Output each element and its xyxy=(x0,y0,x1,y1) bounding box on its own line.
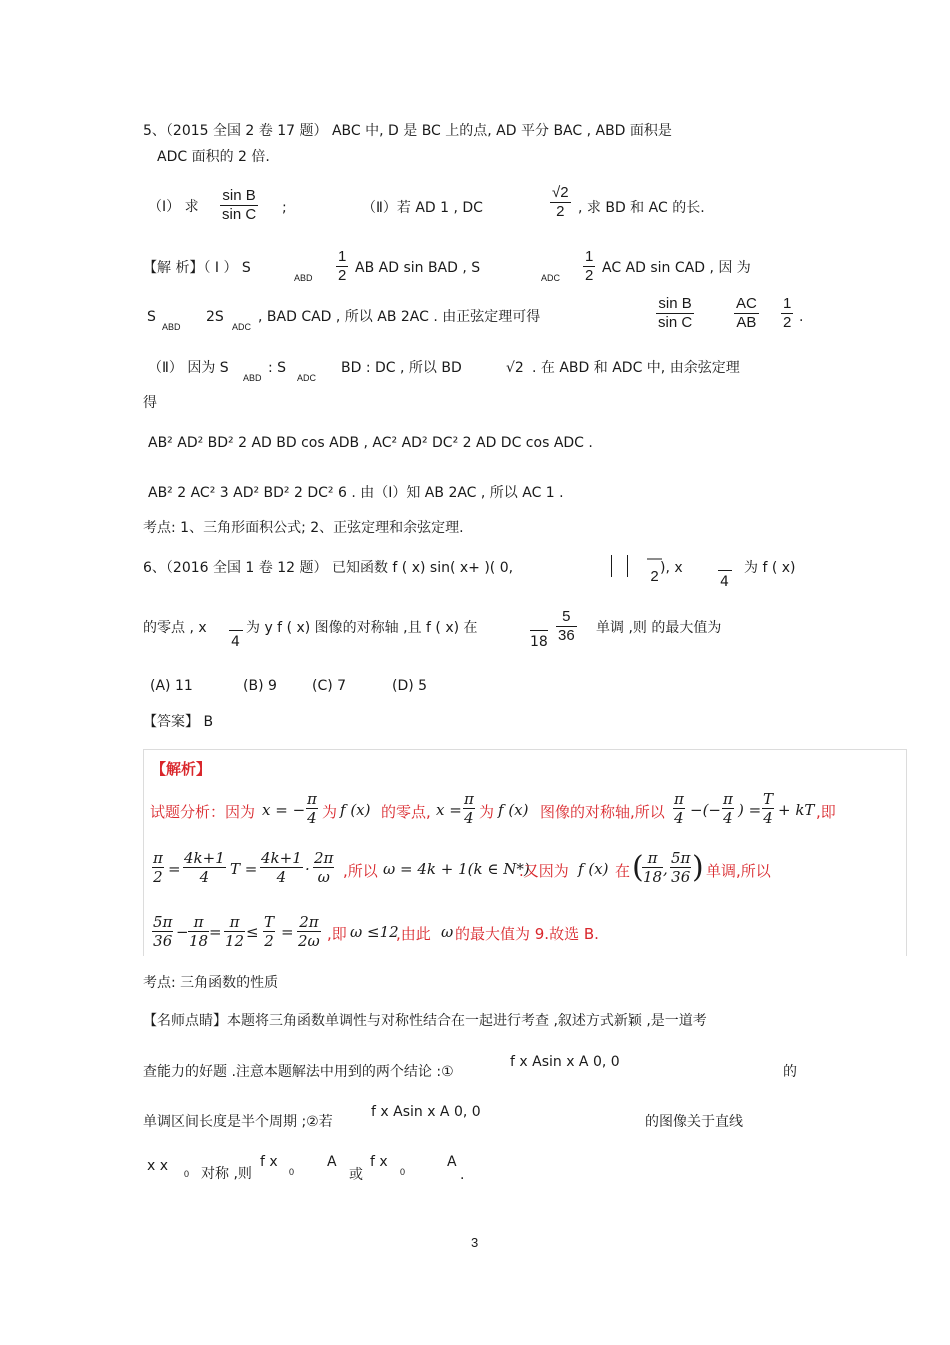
analysis-l1a: 试题分析：因为 xyxy=(150,803,256,821)
p5-j2c: , BAD CAD , 所以 AB 2AC . 由正弦定理可得 xyxy=(258,309,541,325)
p6-mingshi-4g: A xyxy=(447,1154,457,1170)
analysis-math11: ω ≤12 xyxy=(350,923,399,941)
p5-j1-sub1: ABD xyxy=(294,273,313,283)
p6-line1b: ), x xyxy=(660,560,683,576)
analysis-eq3: = xyxy=(281,923,294,941)
p6-interval-den2: 36 xyxy=(558,627,575,644)
analysis-frac-pi2: $\frac{\pi}{2}$ xyxy=(153,849,163,886)
p5-j3-sub1: ABD xyxy=(243,373,262,383)
page-number: 3 xyxy=(471,1235,479,1250)
p6-abs-right xyxy=(627,555,628,577)
analysis-frac-pi18-b: $\frac{\pi}{18}$ xyxy=(189,913,209,950)
p5-q2-label: （Ⅱ）若 AD 1 , DC xyxy=(362,200,483,216)
p6-line2b: 为 y f ( x) 图像的对称轴 ,且 f ( x) 在 xyxy=(246,620,478,636)
p5-j4: 得 xyxy=(143,395,157,411)
p6-line1c: 为 f ( x) xyxy=(744,560,796,576)
p5-j2-frac3-den: 2 xyxy=(783,314,792,331)
p6-frac-bar1 xyxy=(718,570,732,571)
p6-frac-bar3 xyxy=(530,630,548,631)
p5-j2a: S xyxy=(147,309,156,325)
analysis-omega: ω xyxy=(441,923,454,941)
p6-line2-den: 4 xyxy=(231,634,240,650)
p6-mingshi-4d: A xyxy=(327,1154,337,1170)
p5-q2-den: 2 xyxy=(556,203,565,220)
p6-mingshi-4f: f x xyxy=(370,1154,388,1170)
analysis-comma: , xyxy=(663,860,668,878)
p6-abs-left xyxy=(611,555,612,577)
analysis-l2b: .又因为 xyxy=(519,862,569,880)
analysis-l1e: 图像的对称轴,所以 xyxy=(540,803,665,821)
p5-j2-frac3-num: 1 xyxy=(783,295,792,312)
analysis-frac-2pi-w: $\frac{2\pi}{\omega}$ xyxy=(314,849,334,886)
analysis-title: 【解析】 xyxy=(151,760,212,778)
analysis-l2c: 在 xyxy=(615,862,631,880)
p5-j2-frac1 xyxy=(656,295,694,332)
p6-mingshi-4a: x x xyxy=(147,1158,169,1174)
p6-option-b: (B) 9 xyxy=(243,678,277,694)
p6-mingshi-1: 【名师点睛】本题将三角函数单调性与对称性结合在一起进行考查 ,叙述方式新颖 ,是一道考 xyxy=(143,1013,707,1029)
analysis-frac-2pi-2w: $\frac{2\pi}{2\omega}$ xyxy=(298,913,320,950)
p6-option-c: (C) 7 xyxy=(312,678,347,694)
p6-line1-den: 4 xyxy=(720,574,729,590)
p6-mingshi-2a: 查能力的好题 .注意本题解法中用到的两个结论 :① xyxy=(143,1064,454,1080)
p5-j2-frac3 xyxy=(781,295,793,332)
p5-j3b: : S xyxy=(268,360,287,376)
analysis-frac-t4: $\frac{T}{4}$ xyxy=(763,790,774,827)
p6-mingshi-4c: f x xyxy=(260,1154,278,1170)
p5-q1-fraction xyxy=(220,187,258,224)
p5-j3a: （Ⅱ） 因为 S xyxy=(148,360,229,376)
p5-j2-frac1-den: sin C xyxy=(658,314,693,331)
p6-interval-frac2 xyxy=(556,608,577,645)
analysis-math8: T = xyxy=(230,860,258,878)
p5-j2-sub1: ABD xyxy=(162,322,181,332)
analysis-l3b: ,由此 xyxy=(396,925,431,943)
p6-mingshi-2c: 的 xyxy=(783,1064,797,1080)
p6-line2a: 的零点 , x xyxy=(143,620,207,636)
p5-j2d: . xyxy=(799,309,804,325)
analysis-frac-pi12: $\frac{\pi}{12}$ xyxy=(225,913,245,950)
p6-line1a: 6、（2016 全国 1 卷 12 题） 已知函数 f ( x) sin( x+ )( 0, xyxy=(143,560,514,576)
analysis-math7: + kT xyxy=(778,801,815,819)
p5-q2-num: √2 xyxy=(552,184,569,201)
p5-equation2: AB² 2 AC² 3 AD² BD² 2 DC² 6 . 由（Ⅰ）知 AB 2AC , 所以 AC 1 . xyxy=(148,485,564,501)
analysis-frac-pi4-c: $\frac{\pi}{4}$ xyxy=(674,790,684,827)
p5-q1-semicolon: ; xyxy=(282,200,287,216)
analysis-math6: ) = xyxy=(738,801,762,819)
p6-line2c: 单调 ,则 的最大值为 xyxy=(596,620,722,636)
p5-j1a: 【解 析】（ Ⅰ ） S xyxy=(143,260,251,276)
analysis-l1b: 为 xyxy=(322,803,338,821)
p5-q1-num: sin B xyxy=(220,187,258,206)
p5-j1-sub2: ADC xyxy=(541,273,561,283)
p5-j1b: AB AD sin BAD , S xyxy=(355,260,481,276)
analysis-math10: f (x) xyxy=(578,860,609,878)
p6-pi-half-num: — xyxy=(647,550,662,567)
p5-line2: ADC 面积的 2 倍. xyxy=(157,149,270,165)
p6-mingshi-2b: f x Asin x A 0, 0 xyxy=(510,1054,620,1070)
p5-q2-tail: , 求 BD 和 AC 的长. xyxy=(578,200,705,216)
p6-mingshi-4e: 或 xyxy=(349,1167,363,1183)
p5-j1-frac2-den: 2 xyxy=(585,267,594,284)
p5-j3d: . 在 ABD 和 ADC 中, 由余弦定理 xyxy=(532,360,740,376)
p6-mingshi-4f-sub: 0 xyxy=(400,1167,406,1177)
analysis-frac-5pi36: $\frac{5\pi}{36}$ xyxy=(671,849,691,886)
p5-j1c: AC AD sin CAD , 因 为 xyxy=(602,260,751,276)
analysis-math4: f (x) xyxy=(498,801,529,819)
p5-j1-frac1-num: 1 xyxy=(338,248,347,265)
p6-mingshi-3c: 的图像关于直线 xyxy=(645,1114,743,1130)
analysis-eq2: = xyxy=(209,923,222,941)
analysis-frac-4k1-a: $\frac{4k+1}{4}$ xyxy=(184,849,225,886)
p5-q2-fraction xyxy=(550,184,571,221)
p5-j2-frac2-den: AB xyxy=(736,314,757,331)
p6-mingshi-3b: f x Asin x A 0, 0 xyxy=(371,1104,481,1120)
analysis-l2a: ,所以 xyxy=(343,862,378,880)
p5-j1-frac2-num: 1 xyxy=(585,248,594,265)
p5-j3-sub2: ADC xyxy=(297,373,317,383)
analysis-frac-5pi36-b: $\frac{5\pi}{36}$ xyxy=(153,913,173,950)
analysis-math5: −(− xyxy=(690,801,721,819)
p5-j3-sqrt: √2 xyxy=(506,360,524,376)
analysis-l2d: 单调,所以 xyxy=(706,862,771,880)
p6-option-d: (D) 5 xyxy=(392,678,428,694)
analysis-leq: ≤ xyxy=(246,923,259,941)
analysis-frac-4k1-b: $\frac{4k+1}{4}$ xyxy=(261,849,302,886)
p5-q1-label: （Ⅰ） 求 xyxy=(148,199,199,215)
p5-q1-den: sin C xyxy=(222,206,257,223)
p5-j1-frac1-den: 2 xyxy=(338,267,347,284)
analysis-paren-close: ) xyxy=(692,850,704,885)
p5-j1-frac1 xyxy=(336,248,348,285)
analysis-l3c: 的最大值为 9.故选 B. xyxy=(455,925,599,943)
p5-j2-sub2: ADC xyxy=(232,322,252,332)
analysis-l1f: ,即 xyxy=(816,803,836,821)
p5-j1-frac2 xyxy=(583,248,595,285)
analysis-dot: · xyxy=(305,860,310,878)
p6-pi-half-den: 2 xyxy=(650,568,659,585)
p6-mingshi-4b: 对称 ,则 xyxy=(201,1166,252,1182)
p5-j2-frac2 xyxy=(734,295,759,332)
p6-interval-den1: 18 xyxy=(530,634,548,650)
p6-mingshi-4c-sub: 0 xyxy=(289,1167,295,1177)
p5-equation1: AB² AD² BD² 2 AD BD cos ADB , AC² AD² DC² 2 AD DC cos ADC . xyxy=(148,435,593,451)
p6-mingshi-4h: . xyxy=(460,1167,465,1183)
analysis-l1c: 的零点, xyxy=(381,803,431,821)
p6-interval-num2: 5 xyxy=(556,608,577,627)
p6-mingshi-3a: 单调区间长度是半个周期 ;②若 xyxy=(143,1114,333,1130)
p6-kaodian: 考点: 三角函数的性质 xyxy=(143,975,279,991)
p6-answer: 【答案】 B xyxy=(143,714,214,730)
analysis-l3a: ,即 xyxy=(327,925,347,943)
analysis-math3: x = xyxy=(436,801,462,819)
p5-kaodian: 考点: 1、三角形面积公式; 2、正弦定理和余弦定理. xyxy=(143,520,464,536)
p5-j3c: BD : DC , 所以 BD xyxy=(341,360,462,376)
p5-j2-frac1-num: sin B xyxy=(656,295,694,314)
analysis-frac-t2: $\frac{T}{2}$ xyxy=(264,913,275,950)
analysis-frac-pi4-d: $\frac{\pi}{4}$ xyxy=(723,790,733,827)
analysis-minus: − xyxy=(176,923,189,941)
analysis-math2: f (x) xyxy=(340,801,371,819)
analysis-frac-pi4-a: $\frac{\pi}{4}$ xyxy=(307,790,317,827)
p6-option-a: (A) 11 xyxy=(150,678,193,694)
analysis-eq1: = xyxy=(168,860,181,878)
analysis-frac-pi4-b: $\frac{\pi}{4}$ xyxy=(464,790,474,827)
analysis-paren-open: ( xyxy=(632,850,644,885)
p5-j2b: 2S xyxy=(206,309,224,325)
p6-frac-bar2 xyxy=(229,630,243,631)
analysis-math1: x = − xyxy=(262,801,306,819)
p5-j2-frac2-num: AC xyxy=(736,295,757,312)
analysis-l1d: 为 xyxy=(479,803,495,821)
analysis-frac-pi18: $\frac{\pi}{18}$ xyxy=(643,849,663,886)
analysis-math9: ω = 4k + 1(k ∈ N*) xyxy=(383,860,530,878)
p6-mingshi-4-sub: 0 xyxy=(184,1169,190,1179)
p5-line1: 5、（2015 全国 2 卷 17 题） ABC 中, D 是 BC 上的点, AD 平分 BAC , ABD 面积是 xyxy=(143,123,672,139)
